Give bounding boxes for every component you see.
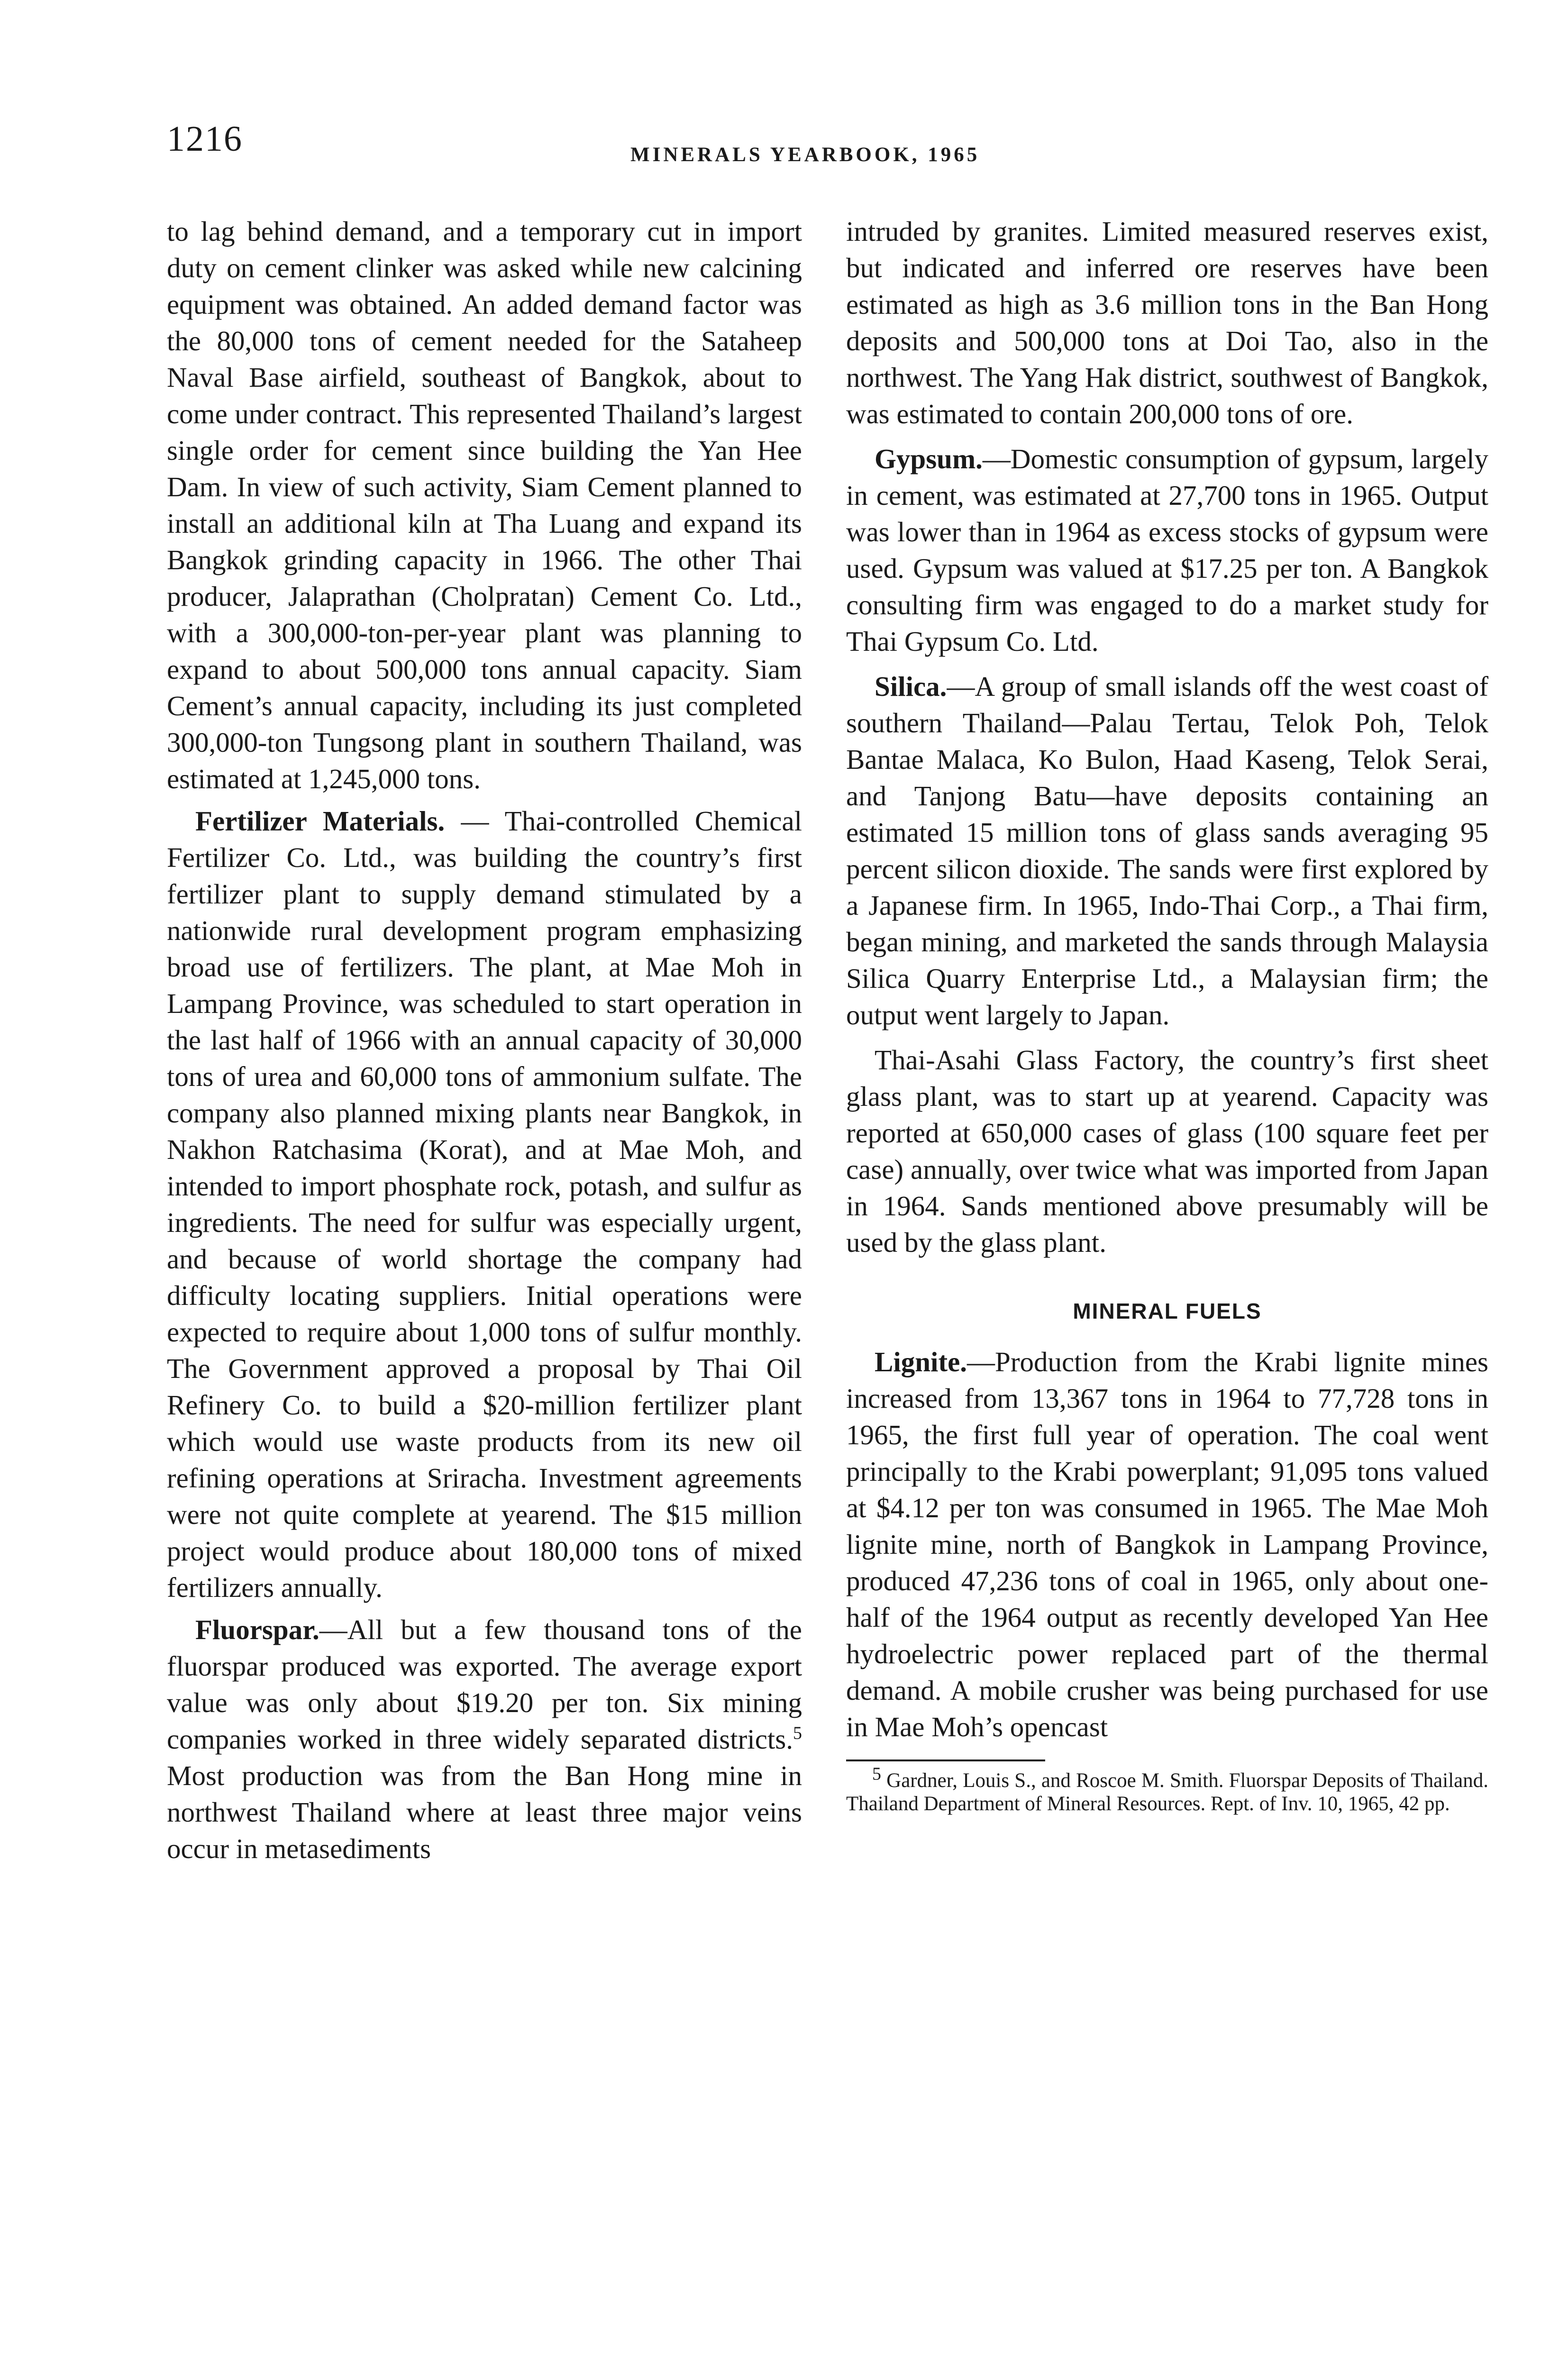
silica-heading: Silica. xyxy=(875,671,947,702)
silica-paragraph xyxy=(846,668,1488,1033)
right-column xyxy=(846,213,1488,1815)
fertilizer-heading: Fertilizer Materials. xyxy=(195,805,445,837)
fluorspar-paragraph xyxy=(167,1612,802,1867)
footnote-marker: 5 xyxy=(872,1764,881,1784)
glass-paragraph: Thai-Asahi Glass Factory, the country’s first sheet glass plant, was to start up at yearend. Capacity was reported at 650,000 cases of glass (100 square feet per case) annually, over twice what was imported from Japan in 1964. Sands mentioned above presumably will be used by the glass plant. xyxy=(846,1044,1488,1258)
running-title: MINERALS YEARBOOK, 1965 xyxy=(630,144,980,166)
fluorspar-heading: Fluorspar. xyxy=(195,1614,319,1645)
footnote xyxy=(846,1764,1488,1815)
fertilizer-paragraph xyxy=(167,803,802,1606)
page-number: 1216 xyxy=(167,119,243,159)
left-column xyxy=(167,213,802,1867)
footnote-text: Gardner, Louis S., and Roscoe M. Smith. Fluorspar Deposits of Thailand. Thailand Department of Mineral Resources. Rept. of Inv. 10, 1965, 42 pp. xyxy=(846,1769,1488,1815)
footnote-reference[interactable]: 5 xyxy=(793,1723,802,1743)
gypsum-text: —Domestic consumption of gypsum, largely in cement, was estimated at 27,700 tons in 1965. Output was lower than in 1964 as excess stocks of gypsum were used. Gypsum was valued at $17.25 per ton. A Bangkok consulting firm was engaged to do a market study for Thai Gypsum Co. Ltd. xyxy=(846,443,1488,657)
section-heading-mineral-fuels: MINERAL FUELS xyxy=(1073,1299,1262,1323)
cement-paragraph: to lag behind demand, and a temporary cut in import duty on cement clinker was asked while new calcining equipment was obtained. An added demand factor was the 80,000 tons of cement needed for the Sataheep Naval Base airfield, southeast of Bangkok, about to come under contract. This represented Thailand’s largest single order for cement since building the Yan Hee Dam. In view of such activity, Siam Cement planned to install an additional kiln at Tha Luang and expand its Bangkok grinding capacity in 1966. The other Thai producer, Jalaprathan (Cholpratan) Cement Co. Ltd., with a 300,000-ton-per-year plant was planning to expand to about 500,000 tons annual capacity. Siam Cement’s annual capacity, including its just completed 300,000-ton Tungsong plant in southern Thailand, was estimated at 1,245,000 tons. xyxy=(167,216,802,794)
lignite-paragraph xyxy=(846,1344,1488,1745)
gypsum-paragraph xyxy=(846,441,1488,660)
lignite-text: —Production from the Krabi lignite mines increased from 13,367 tons in 1964 to 77,728 tons in 1965, the first full year of operation. The coal went principally to the Krabi powerplant; 91,095 tons valued at $4.12 per ton was consumed in 1965. The Mae Moh lignite mine, north of Bangkok in Lampang Province, produced 47,236 tons of coal in 1965, only about one-half of the 1964 output as recently developed Yan Hee hydroelectric power replaced part of the thermal demand. A mobile crusher was being purchased for use in Mae Moh’s opencast xyxy=(846,1346,1488,1742)
fertilizer-text: — Thai-controlled Chemical Fertilizer Co. Ltd., was building the country’s first fertilizer plant to supply demand stimulated by a nationwide rural development program emphasizing broad use of fertilizers. The plant, at Mae Moh in Lampang Province, was scheduled to start operation in the last half of 1966 with an annual capacity of 30,000 tons of urea and 60,000 tons of ammonium sulfate. The company also planned mixing plants near Bangkok, in Nakhon Ratchasima (Korat), and at Mae Moh, and intended to import phosphate rock, potash, and sulfur as ingredients. The need for sulfur was especially urgent, and because of world shortage the company had difficulty locating suppliers. Initial operations were expected to require about 1,000 tons of sulfur monthly. The Government approved a proposal by Thai Oil Refinery Co. to build a $20-million fertilizer plant which would use waste products from its new oil refining operations at Sriracha. Investment agreements were not quite complete at yearend. The $15 million project would produce about 180,000 tons of mixed fertilizers annually. xyxy=(167,805,802,1603)
fluorspar-text-continued: Most production was from the Ban Hong mine in northwest Thailand where at least three major veins occur in metasediments xyxy=(167,1760,802,1864)
silica-text: —A group of small islands off the west coast of southern Thailand—Palau Tertau, Telok Poh, Telok Bantae Malaca, Ko Bulon, Haad Kaseng, Telok Serai, and Tanjong Batu—have deposits containing an estimated 15 million tons of glass sands averaging 95 percent silicon dioxide. The sands were first explored by a Japanese firm. In 1965, Indo-Thai Corp., a Thai firm, began mining, and marketed the sands through Malaysia Silica Quarry Enterprise Ltd., a Malaysian firm; the output went largely to Japan. xyxy=(846,671,1488,1030)
footnote-rule xyxy=(846,1759,1045,1761)
fluorspar-continued-paragraph: intruded by granites. Limited measured reserves exist, but indicated and inferred ore reserves have been estimated as high as 3.6 million tons in the Ban Hong deposits and 500,000 tons at Doi Tao, also in the northwest. The Yang Hak district, southwest of Bangkok, was estimated to contain 200,000 tons of ore. xyxy=(846,216,1488,429)
fluorspar-text: —All but a few thousand tons of the fluorspar produced was exported. The average export value was only about $19.20 per ton. Six mining companies worked in three widely separated districts. xyxy=(167,1614,802,1755)
gypsum-heading: Gypsum. xyxy=(875,443,983,474)
lignite-heading: Lignite. xyxy=(875,1346,967,1377)
